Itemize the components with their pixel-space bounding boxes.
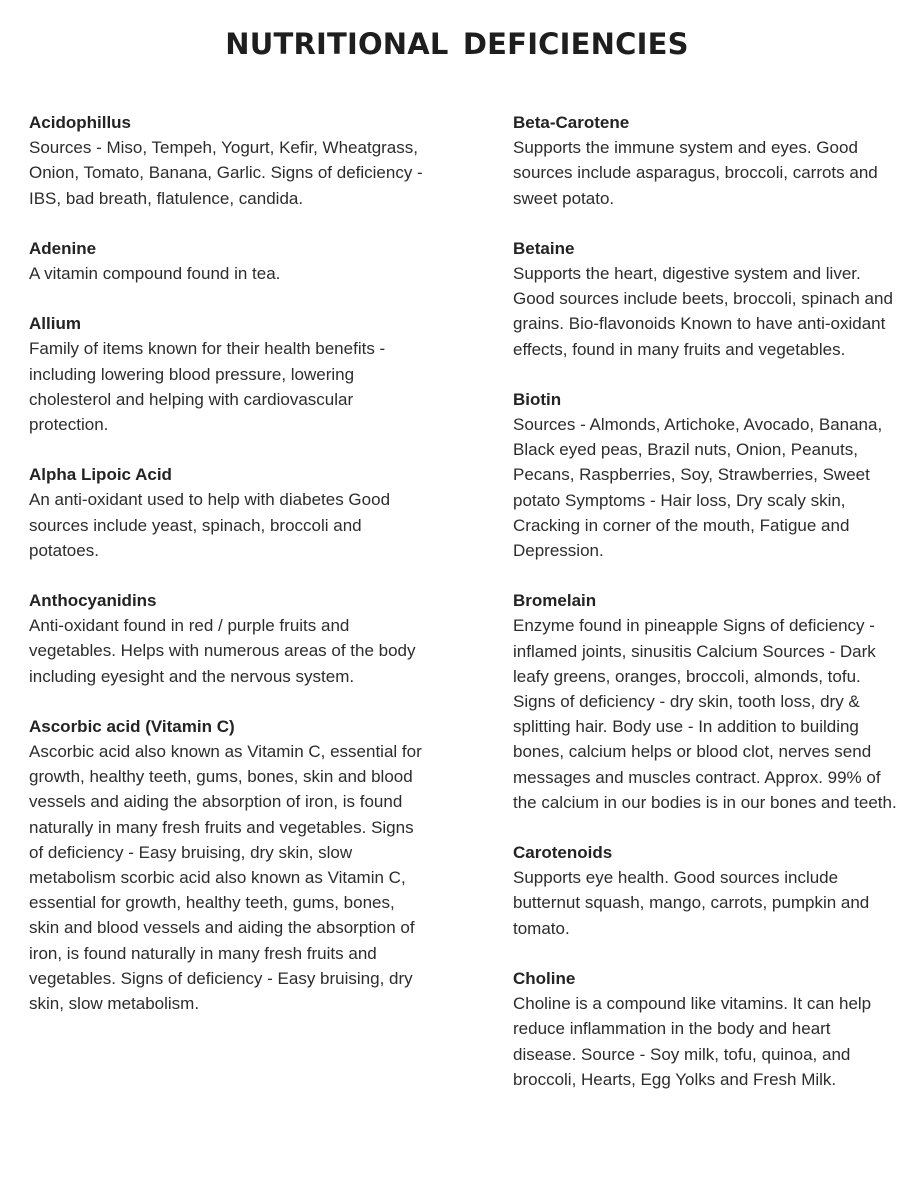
entry-body: Family of items known for their health benefits - including lowering blood pressure, lowering cholesterol and helping with cardiovascular protection. <box>29 339 386 435</box>
entry-heading: Carotenoids <box>513 843 613 863</box>
entry-body: Supports the immune system and eyes. Good sources include asparagus, broccoli, carrots and sweet potato. <box>513 138 878 208</box>
entry-heading: Beta-Carotene <box>513 113 630 132</box>
entry-alpha-lipoic-acid <box>29 462 425 563</box>
entry-acidophillus <box>29 110 425 211</box>
entry-anthocyanidins <box>29 588 425 689</box>
entry-heading: Biotin <box>513 389 562 409</box>
entry-choline <box>513 966 897 1092</box>
entry-heading: Adenine <box>29 238 97 258</box>
entry-ascorbic-acid <box>29 714 425 1016</box>
entry-heading: Bromelain <box>513 591 597 611</box>
entry-bromelain <box>513 588 897 815</box>
entry-body: Sources - Almonds, Artichoke, Avocado, Banana, Black eyed peas, Brazil nuts, Onion, Peanuts, Pecans, Raspberries, Soy, Strawberries, Sweet potato Symptoms - Hair loss, Dry scaly skin, Cracking in corner of the mouth, Fatigue and Depression. <box>513 415 883 561</box>
entry-body: Anti-oxidant found in red / purple fruits and vegetables. Helps with numerous areas of the body including eyesight and the nervous system. <box>29 616 416 686</box>
page-title: NUTRITIONAL DEFICIENCIES <box>225 27 689 61</box>
entry-allium <box>29 311 425 437</box>
entry-body: Enzyme found in pineapple Signs of deficiency - inflamed joints, sinusitis Calcium Sources - Dark leafy greens, oranges, broccoli, almonds, tofu. Signs of deficiency - dry skin, tooth loss, dry & splitting hair. Body use - In addition to building bones, calcium helps or blood clot, nerves send messages and muscles contract. Approx. 99% of the calcium in our bodies is in our bones and teeth. <box>513 616 897 812</box>
entry-heading: Choline <box>513 968 576 988</box>
entry-betaine <box>513 236 897 362</box>
entry-heading: Alpha Lipoic Acid <box>29 465 172 485</box>
entry-body: A vitamin compound found in tea. <box>29 264 281 284</box>
entry-body: Sources - Miso, Tempeh, Yogurt, Kefir, Wheatgrass, Onion, Tomato, Banana, Garlic. Signs of deficiency - IBS, bad breath, flatulence, candida. <box>29 138 423 208</box>
right-column <box>513 110 897 1117</box>
entry-heading: Anthocyanidins <box>29 591 157 611</box>
entry-heading: Allium <box>29 314 81 334</box>
entry-body: Supports the heart, digestive system and liver. Good sources include beets, broccoli, spinach and grains. Bio-flavonoids Known to have anti-oxidant effects, found in many fruits and vegetables. <box>513 264 893 359</box>
entry-heading: Ascorbic acid (Vitamin C) <box>29 716 235 736</box>
entry-heading: Betaine <box>513 238 575 258</box>
entry-body: An anti-oxidant used to help with diabetes Good sources include yeast, spinach, broccoli and potatoes. <box>29 490 391 560</box>
entry-body: Supports eye health. Good sources include butternut squash, mango, carrots, pumpkin and tomato. <box>513 868 870 938</box>
entry-body: Ascorbic acid also known as Vitamin C, essential for growth, healthy teeth, gums, bones, skin and blood vessels and aiding the absorption of iron, is found naturally in many fresh fruits and vegetables. Signs of deficiency - Easy bruising, dry skin, slow metabolism scorbic acid also known as Vitamin C, essential for growth, healthy teeth, gums, bones, skin and blood vessels and aiding the absorption of iron, is found naturally in many fresh fruits and vegetables. Signs of deficiency - Easy bruising, dry skin, slow metabolism. <box>29 742 422 1014</box>
entry-body: Choline is a compound like vitamins. It can help reduce inflammation in the body and heart disease. Source - Soy milk, tofu, quinoa, and broccoli, Hearts, Egg Yolks and Fresh Milk. <box>513 994 872 1089</box>
entry-carotenoids <box>513 840 897 941</box>
entry-beta-carotene <box>513 110 897 211</box>
entry-adenine <box>29 236 425 286</box>
left-column <box>29 110 425 1041</box>
entry-biotin <box>513 387 897 563</box>
entry-heading: Acidophillus <box>29 113 131 132</box>
